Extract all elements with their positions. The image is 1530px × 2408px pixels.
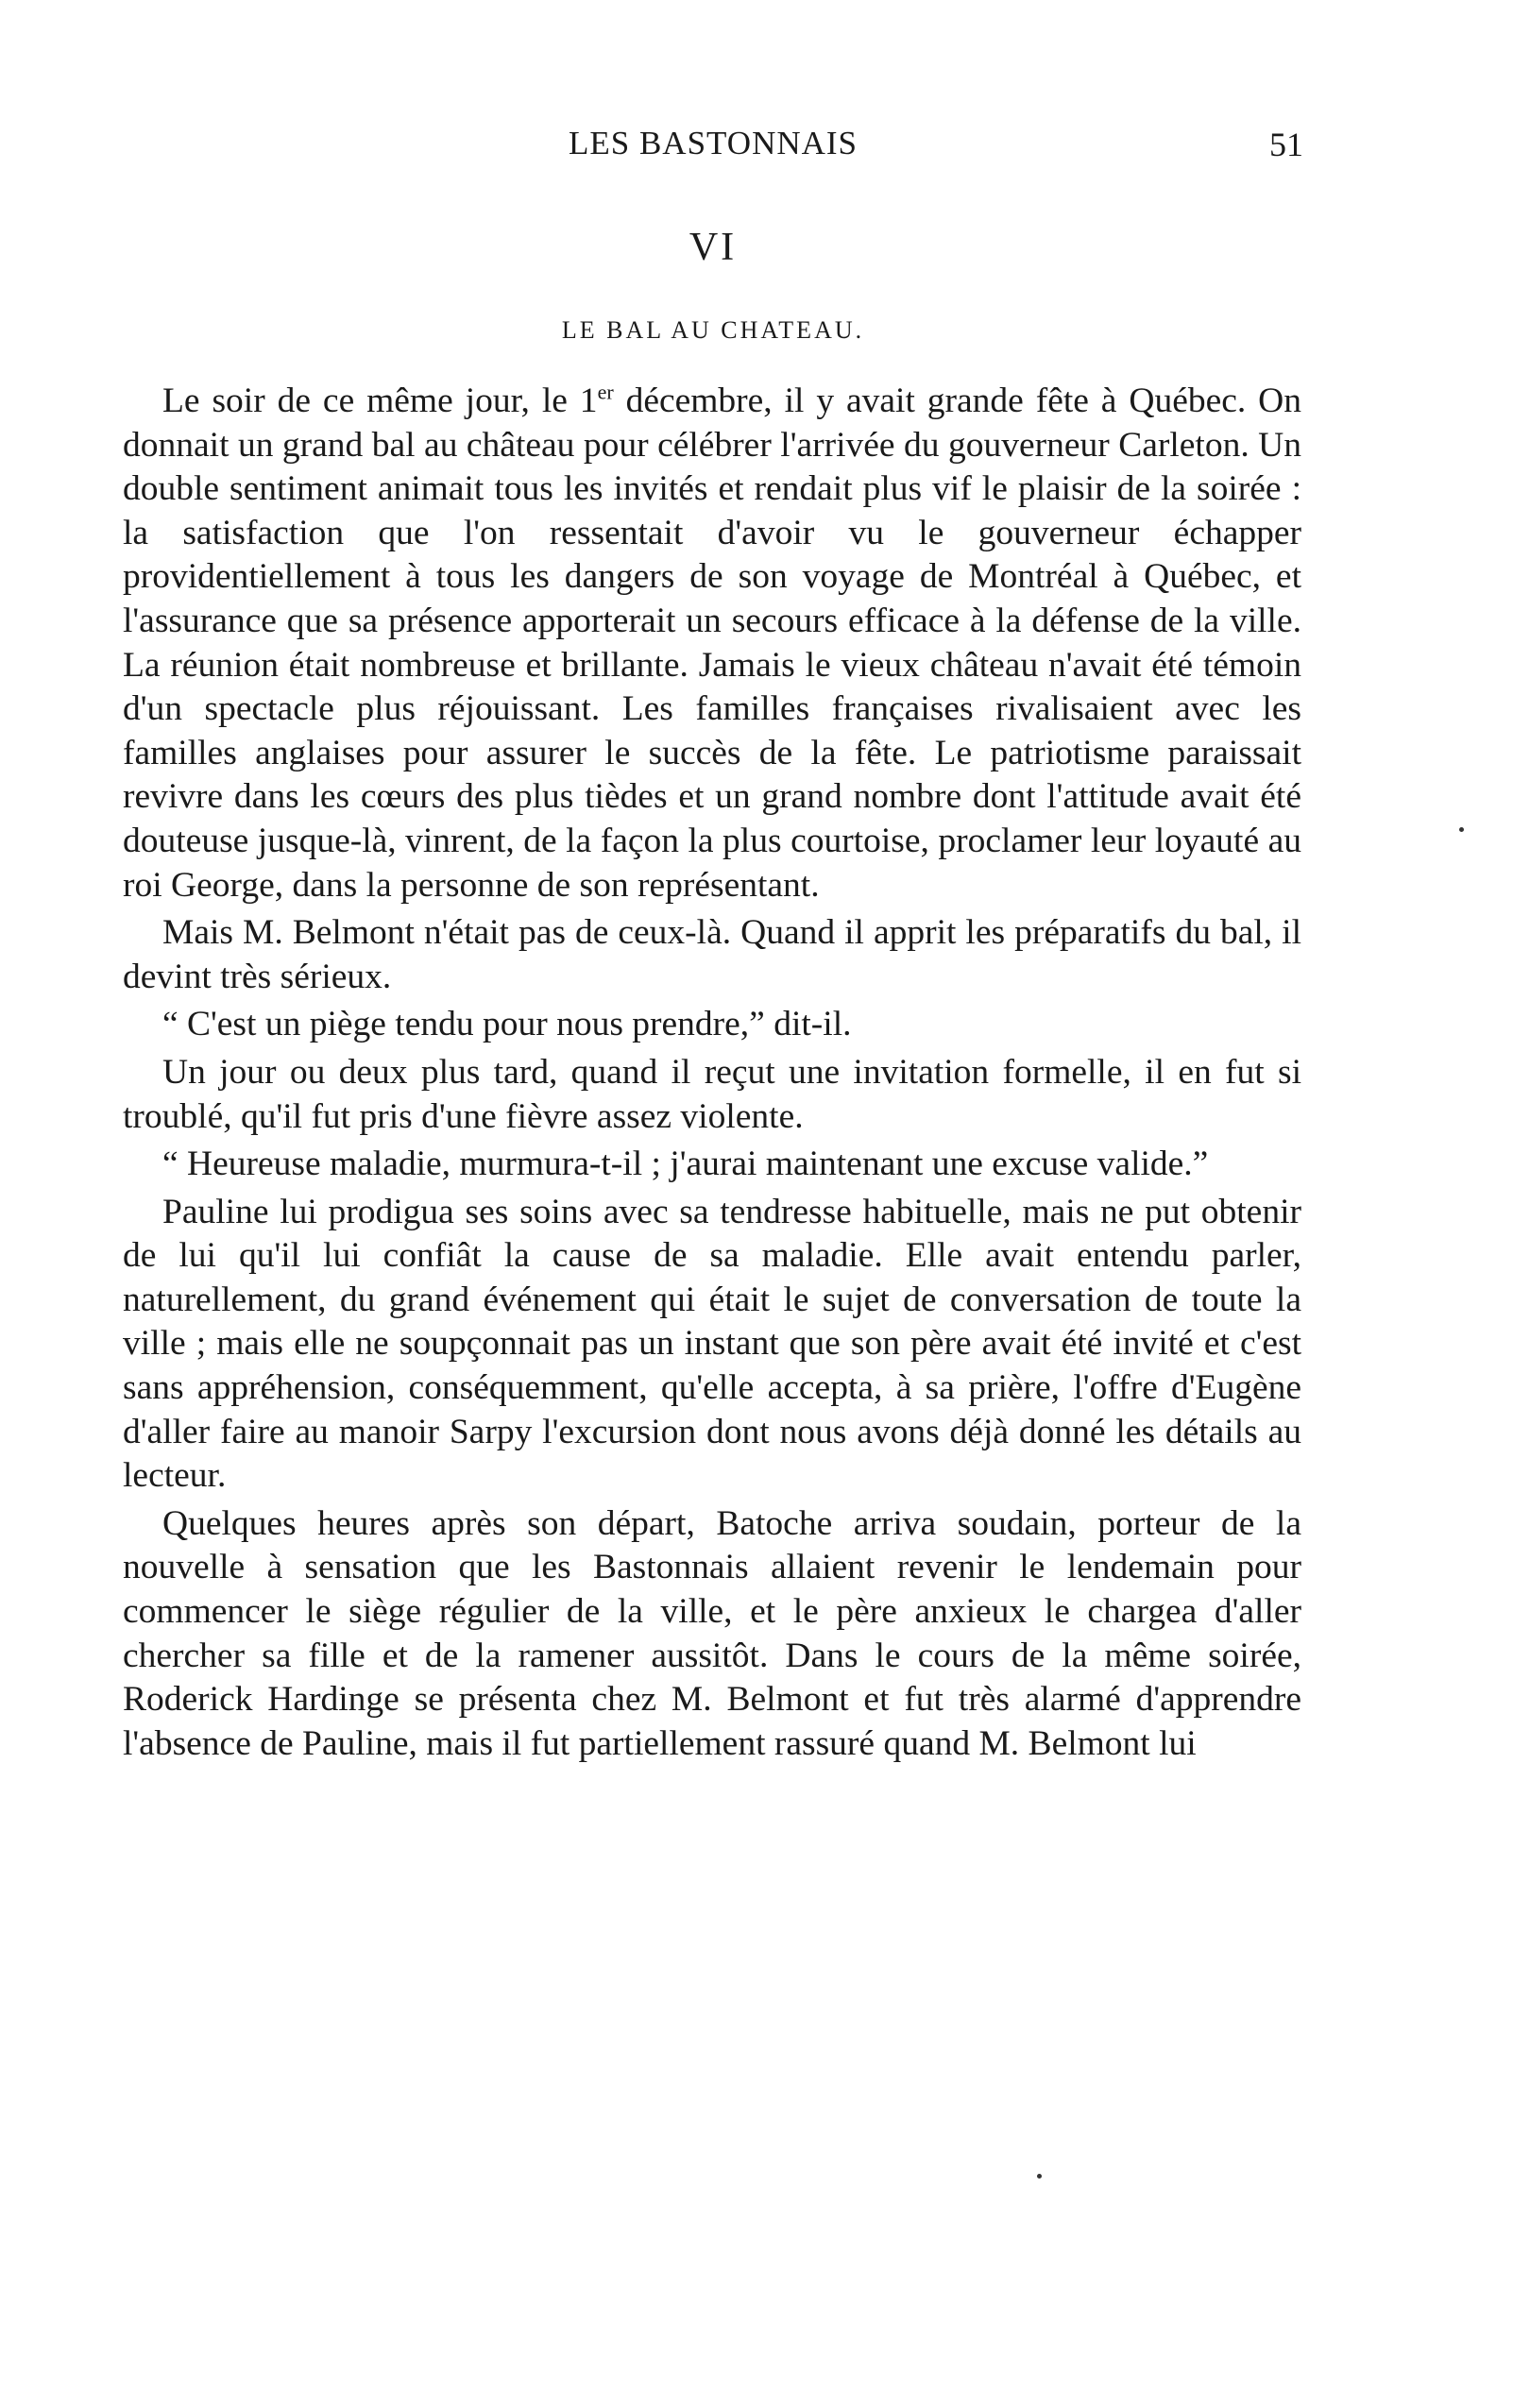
paragraph-4: Un jour ou deux plus tard, quand il reçut une invitation formelle, il en fut si troublé, qu'il fut pris d'une fièvre assez violente. [123,1052,1301,1136]
running-head [123,125,1303,181]
page-number: 51 [1269,126,1303,163]
chapter-title: LE BAL AU CHATEAU. [561,316,865,344]
paragraph-7: Quelques heures après son départ, Batoche arriva soudain, porteur de la nouvelle à sensation que les Bastonnais allaient revenir le lendemain pour commencer le siège régulier de la ville, et le père anxieux le chargea d'aller chercher sa fille et de la ramener aussitôt. Dans le cours de la même soirée, Roderick Hardinge se présenta chez M. Belmont et fut très alarmé d'apprendre l'absence de Pauline, mais il fut partiellement rassuré quand M. Belmont lui [123,1503,1301,1763]
ordinal-superscript: er [597,380,614,404]
paragraph-5: “ Heureuse maladie, murmura-t-il ; j'aurai maintenant une excuse valide.” [162,1145,1209,1184]
paragraph-2: Mais M. Belmont n'était pas de ceux-là. Quand il apprit les préparatifs du bal, il devint très sérieux. [123,913,1301,996]
paragraph-3: “ C'est un piège tendu pour nous prendre,” dit-il. [162,1005,852,1044]
print-speck [1459,827,1464,832]
paragraph-1-rest: décembre, il y avait grande fête à Québec. On donnait un grand bal au château pour célébrer l'arrivée du gouverneur Carleton. Un double sentiment animait tous les invités et rendait plus vif le plaisir de la soirée : la satisfaction que l'on ressentait d'avoir vu le gouverneur échapper providentiellement à tous les dangers de son voyage de Montréal à Québec, et l'assurance que sa présence apporterait un secours efficace à la défense de la ville. La réunion était nombreuse et brillante. Jamais le vieux château n'avait été témoin d'un spectacle plus réjouissant. Les familles françaises rivalisaient avec les familles anglaises pour assurer le succès de la fête. Le patriotisme paraissait revivre dans les cœurs des plus tièdes et un grand nombre dont l'attitude avait été douteuse jusque-là, vinrent, de la façon la plus courtoise, proclamer leur loyauté au roi George, dans la personne de son représentant. [123,382,1301,905]
paragraph-1 [123,380,1301,907]
paragraph-1-start: Le soir de ce même jour, le 1 [162,382,598,420]
body-text [123,380,1301,1770]
running-title: LES BASTONNAIS [568,125,858,161]
print-speck [1037,2174,1042,2179]
paragraph-6: Pauline lui prodigua ses soins avec sa tendresse habituelle, mais ne put obtenir de lui qu'il lui confiât la cause de sa maladie. Elle avait entendu parler, naturellement, du grand événement qui était le sujet de conversation de toute la ville ; mais elle ne soupçonnait pas un instant que son père avait été invité et c'est sans appréhension, conséquemment, qu'elle accepta, à sa prière, l'offre d'Eugène d'aller faire au manoir Sarpy l'excursion dont nous avons déjà donné les détails au lecteur. [123,1192,1301,1496]
chapter-number: VI [688,226,738,269]
